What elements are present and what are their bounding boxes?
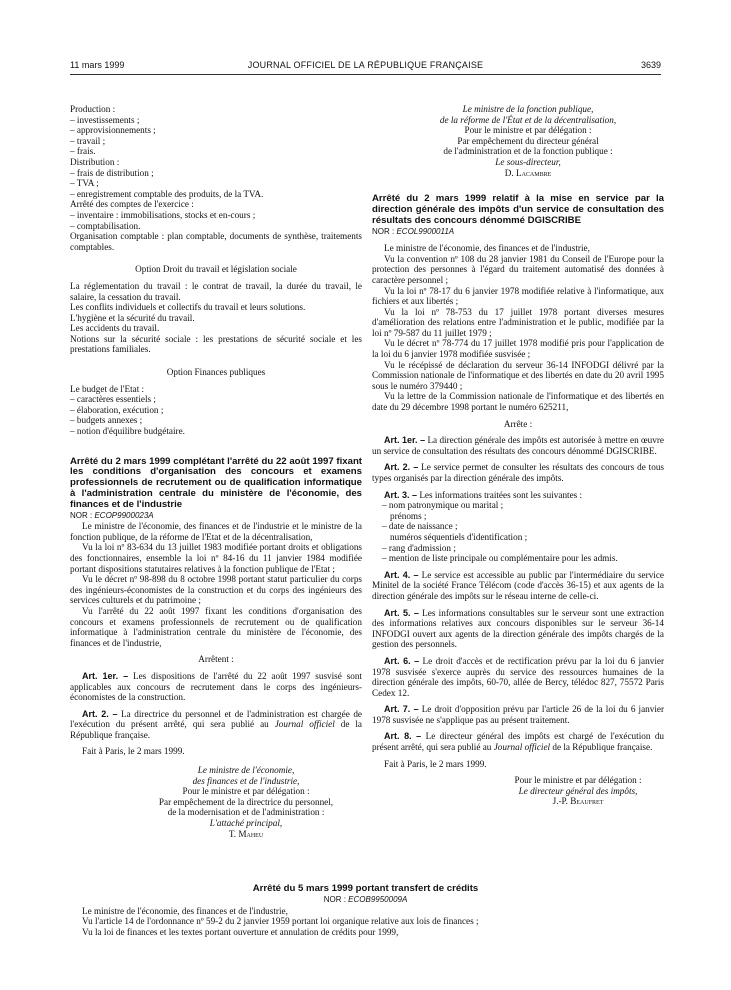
header-date: 11 mars 1999 <box>70 60 125 70</box>
droit-item: Les accidents du travail. <box>70 323 160 334</box>
topic-line: – frais de distribution ; <box>70 167 154 178</box>
topic-line: – frais. <box>70 146 96 157</box>
visa-paragraph: Vu l'article 14 de l'ordonnance nº 59-2 du 2 janvier 1959 portant loi organique relative aux lois de finances ; <box>82 916 479 927</box>
signature-line: L'attaché principal, <box>209 818 283 829</box>
signature-line: Le ministre de la fonction publique, <box>462 104 594 114</box>
journal-ref: Journal officiel <box>493 742 551 753</box>
article-1 <box>70 671 362 703</box>
topic-line: – TVA ; <box>70 178 99 189</box>
droit-item: La réglementation du travail : le contrat de travail, la durée du travail, le salaire, la cessation du travail. <box>70 280 362 302</box>
signature-line: Pour le ministre et par délégation : <box>182 786 310 797</box>
droit-item: L'hygiène et la sécurité du travail. <box>70 312 195 323</box>
visa-paragraph: Vu le décret nº 78-774 du 17 juillet 1978 modifié pris pour l'application de la loi du 6 janvier 1978 modifiée susvisée ; <box>372 338 664 360</box>
article-1 <box>372 435 664 456</box>
article-2 <box>372 462 664 483</box>
topic-line: Production : <box>70 104 116 114</box>
fait-line: Fait à Paris, le 2 mars 1999. <box>82 746 185 757</box>
fin-item: – caractères essentiels ; <box>70 394 156 405</box>
article-3 <box>372 490 664 501</box>
topic-line: – travail ; <box>70 135 106 146</box>
nor-line <box>372 227 664 238</box>
art3-item: prénoms ; <box>390 510 427 521</box>
journal-title: JOURNAL OFFICIEL DE LA RÉPUBLIQUE FRANÇAISE <box>247 60 484 70</box>
signature-line: de la modernisation et de l'administration : <box>167 807 325 818</box>
signature-line: Le ministre de l'économie, <box>197 765 295 776</box>
nor-line <box>70 895 661 906</box>
article-label: Art. 7. – <box>384 704 419 715</box>
topic-line: – comptabilisation. <box>70 220 141 231</box>
left-column <box>70 104 362 839</box>
nor-label: NOR : <box>70 510 93 520</box>
visa-paragraph: Vu le récépissé de déclaration du serveur 36-14 INFODGI délivré par la Commission nationale de l'informatique et des libertés en date du 20 avril 1995 sous le numéro 379440 ; <box>372 359 664 391</box>
signatory-name: J.-P. Beaufret <box>552 796 604 807</box>
article-label: Art. 1er. – <box>82 670 129 681</box>
visa-paragraph: Le ministre de l'économie, des finances et de l'industrie, <box>384 243 590 254</box>
visa-paragraph: Vu l'arrêté du 22 août 1997 fixant les conditions d'organisation des concours et examens professionnels de recrutement ou de qualification informatique à l'administration centrale du ministère de l'économie, des finances et de l'industrie, <box>70 605 362 648</box>
article-text: de la République française. <box>552 742 653 753</box>
visa-paragraph: Vu la convention nº 108 du 28 janvier 1981 du Conseil de l'Europe pour la protection des personnes à l'égard du traitement automatisé des données à caractère personnel ; <box>372 253 664 285</box>
article-4 <box>372 570 664 602</box>
article-text: Le directeur général des impôts est chargé de l'exécution du présent arrêté, qui sera publié au <box>372 731 665 753</box>
topic-line: Distribution : <box>70 156 120 167</box>
art3-list <box>372 500 664 564</box>
article-label: Art. 2. – <box>384 462 419 473</box>
nor-code: ECOP9900023A <box>94 510 154 520</box>
signature-line: Par empêchement de la directrice du personnel, <box>158 796 334 807</box>
art3-item: – nom patronymique ou marital ; <box>382 500 504 511</box>
nor-code: ECOB9950009A <box>348 894 408 904</box>
topic-line: – enregistrement comptable des produits, de la TVA. <box>70 188 264 199</box>
signatory-name: D. Lacambre <box>504 167 552 178</box>
topic-line: – approvisionnements ; <box>70 125 156 136</box>
droit-item: Les conflits individuels et collectifs du travail et leurs solutions. <box>70 302 306 313</box>
visa-paragraph: Vu la loi nº 83-634 du 13 juillet 1983 modifiée portant droits et obligations des fonctionnaires, ensemble la loi nº 84-16 du 11 janvier 1984 modifiée portant dispositions statutaires relatives à la fonction publique de l'Etat ; <box>70 542 362 574</box>
article-text: Le droit d'opposition prévu par l'article 26 de la loi du 6 janvier 1978 susvisée ne s'applique pas au présent traitement. <box>372 704 665 725</box>
bottom-section <box>70 884 661 938</box>
option-droit-title: Option Droit du travail et législation sociale <box>135 264 297 275</box>
visa-paragraph: Vu le décret nº 98-898 du 8 octobre 1998 portant statut particulier du corps des ingénieurs-économistes de la construction et du corps des ingénieurs des services culturels et du patrimoine ; <box>70 574 362 606</box>
nor-line <box>70 511 362 522</box>
journal-ref: Journal officiel <box>274 719 335 730</box>
visa-paragraph: Vu la lettre de la Commission nationale de l'informatique et des libertés en date du 29 décembre 1998 portant le numéro 625211, <box>372 391 664 413</box>
arrete-title: Arrêté du 2 mars 1999 complétant l'arrêté du 22 août 1997 fixant les conditions d'organisation des concours et examens professionnels de recrutement ou de qualification informatique à l'administration centrale du ministère de l'économie, des finances et de l'industrie <box>70 455 362 510</box>
topics-list <box>70 104 362 252</box>
visa-paragraph: Vu la loi nº 78-17 du 6 janvier 1978 modifiée relative à l'informatique, aux fichiers et aux libertés ; <box>372 285 664 307</box>
topic-line: Organisation comptable : plan comptable, documents de synthèse, traitements comptables. <box>70 231 362 252</box>
article-7 <box>372 704 664 725</box>
article-text: La direction générale des impôts est autorisée à mettre en œuvre un service de consultation des résultats des concours dénommé DGISCRIBE. <box>372 435 665 456</box>
article-text: Les dispositions de l'arrêté du 22 août 1997 susvisé sont applicables aux concours de recrutement dans le corps des ingénieurs-économistes de la construction. <box>70 670 362 703</box>
arrete-title: Arrêté du 5 mars 1999 portant transfert de crédits <box>252 883 479 894</box>
article-text: Les informations consultables sur le serveur sont une extraction des informations relatives aux concours disponibles sur le serveur 36-14 INFODGI ouvert aux agents de la direction générale des impôts chargés de la gestion des personnels. <box>372 607 665 650</box>
fin-item: – budgets annexes ; <box>70 415 143 426</box>
visa-paragraph: Le ministre de l'économie, des finances et de l'industrie, <box>82 905 288 916</box>
article-label: Art. 3. – <box>384 489 418 500</box>
signature-line: Par empêchement du directeur général <box>457 135 599 146</box>
article-5 <box>372 608 664 650</box>
article-label: Art. 2. – <box>82 708 118 719</box>
article-text: Le droit d'accès et de rectification prévu par la loi du 6 janvier 1978 susvisée s'exerce auprès du service des ressources humaines de la direction générale des impôts, 60-70, allée de Bercy, télédoc 827, 75572 Paris Cedex 12. <box>372 655 665 698</box>
page-header <box>70 60 661 74</box>
signature-block-top <box>372 104 664 178</box>
topic-line: Arrêté des comptes de l'exercice : <box>70 199 194 210</box>
article-8 <box>372 731 664 752</box>
art3-item: numéros séquentiels d'identification ; <box>390 531 528 542</box>
topic-line: – investissements ; <box>70 114 140 125</box>
article-text: La directrice du personnel et de l'administration est chargée de l'exécution du présent arrêté, qui sera publié au <box>70 708 363 730</box>
signature-line: de l'administration et de la fonction publique : <box>443 146 613 157</box>
visa-paragraph: Vu la loi de finances et les textes portant ouverture et annulation de crédits pour 1999, <box>82 927 399 938</box>
nor-code: ECOL9900011A <box>396 226 455 236</box>
article-label: Art. 5. – <box>384 607 419 618</box>
art3-item: – mention de liste principale ou complémentaire pour les admis. <box>382 553 618 564</box>
fin-item: – notion d'équilibre budgétaire. <box>70 426 185 437</box>
article-2 <box>70 709 362 741</box>
signature-block <box>70 765 362 839</box>
page-number: 3639 <box>640 60 661 70</box>
article-text: Les informations traitées sont les suivantes : <box>419 489 583 500</box>
option-finances-title: Option Finances publiques <box>166 367 266 378</box>
article-6 <box>372 656 664 698</box>
signature-line: Le directeur général des impôts, <box>518 785 638 796</box>
art3-item: – date de naissance ; <box>382 521 458 532</box>
article-text: Le service est accessible au public par l'intermédiaire du service Minitel de la société France Télécom (code d'accès 36-15) et aux agents de la direction générale des impôts sur le réseau interne de celle-ci. <box>372 569 664 601</box>
art3-item: – rang d'admission ; <box>382 542 456 553</box>
nor-label: NOR : <box>372 226 395 236</box>
droit-list <box>70 281 362 355</box>
article-label: Art. 6. – <box>384 655 420 666</box>
nor-label: NOR : <box>323 894 346 904</box>
topic-line: – inventaire : immobilisations, stocks et en-cours ; <box>70 209 256 220</box>
signatory-name: T. Maheu <box>228 828 264 839</box>
signature-line: Pour le ministre et par délégation : <box>464 125 592 136</box>
signature-line: Pour le ministre et par délégation : <box>514 775 642 786</box>
fin-item: – élaboration, exécution ; <box>70 404 164 415</box>
right-column <box>372 104 664 807</box>
finances-list <box>70 384 362 437</box>
signature-block <box>372 775 664 807</box>
fin-item: Le budget de l'Etat : <box>70 383 145 394</box>
article-text: Le service permet de consulter les résultats des concours de tous types organisés par la direction générale des impôts. <box>372 462 664 484</box>
header-rule <box>70 74 661 75</box>
visa-paragraph: Vu la loi nº 78-753 du 17 juillet 1978 portant diverses mesures d'amélioration des relations entre l'administration et le public, modifiée par la loi nº 79-587 du 11 juillet 1979 ; <box>372 306 664 338</box>
article-label: Art. 4. – <box>384 569 419 580</box>
arrete-title: Arrêté du 2 mars 1999 relatif à la mise en service par la direction générale des impôts d'un service de consultation des résultats des concours dénommé DGISCRIBE <box>372 193 664 226</box>
arrete-line: Arrête : <box>503 418 533 429</box>
signature-line: Le sous-directeur, <box>495 156 561 167</box>
visa-paragraph: Le ministre de l'économie, des finances et de l'industrie et le ministre de la fonction publique, de la réforme de l'Etat et de la décentralisation, <box>70 521 362 542</box>
article-text: de la République française. <box>70 719 363 740</box>
article-label: Art. 8. – <box>384 731 422 742</box>
droit-item: Notions sur la sécurité sociale : les prestations de sécurité sociale et les prestations familiales. <box>70 333 362 355</box>
fait-line: Fait à Paris, le 2 mars 1999. <box>384 758 487 769</box>
signature-line: de la réforme de l'État et de la décentralisation, <box>439 114 617 125</box>
article-label: Art. 1er. – <box>384 435 426 446</box>
signature-line: des finances et de l'industrie, <box>192 775 300 786</box>
arretent-line: Arrêtent : <box>198 654 234 665</box>
